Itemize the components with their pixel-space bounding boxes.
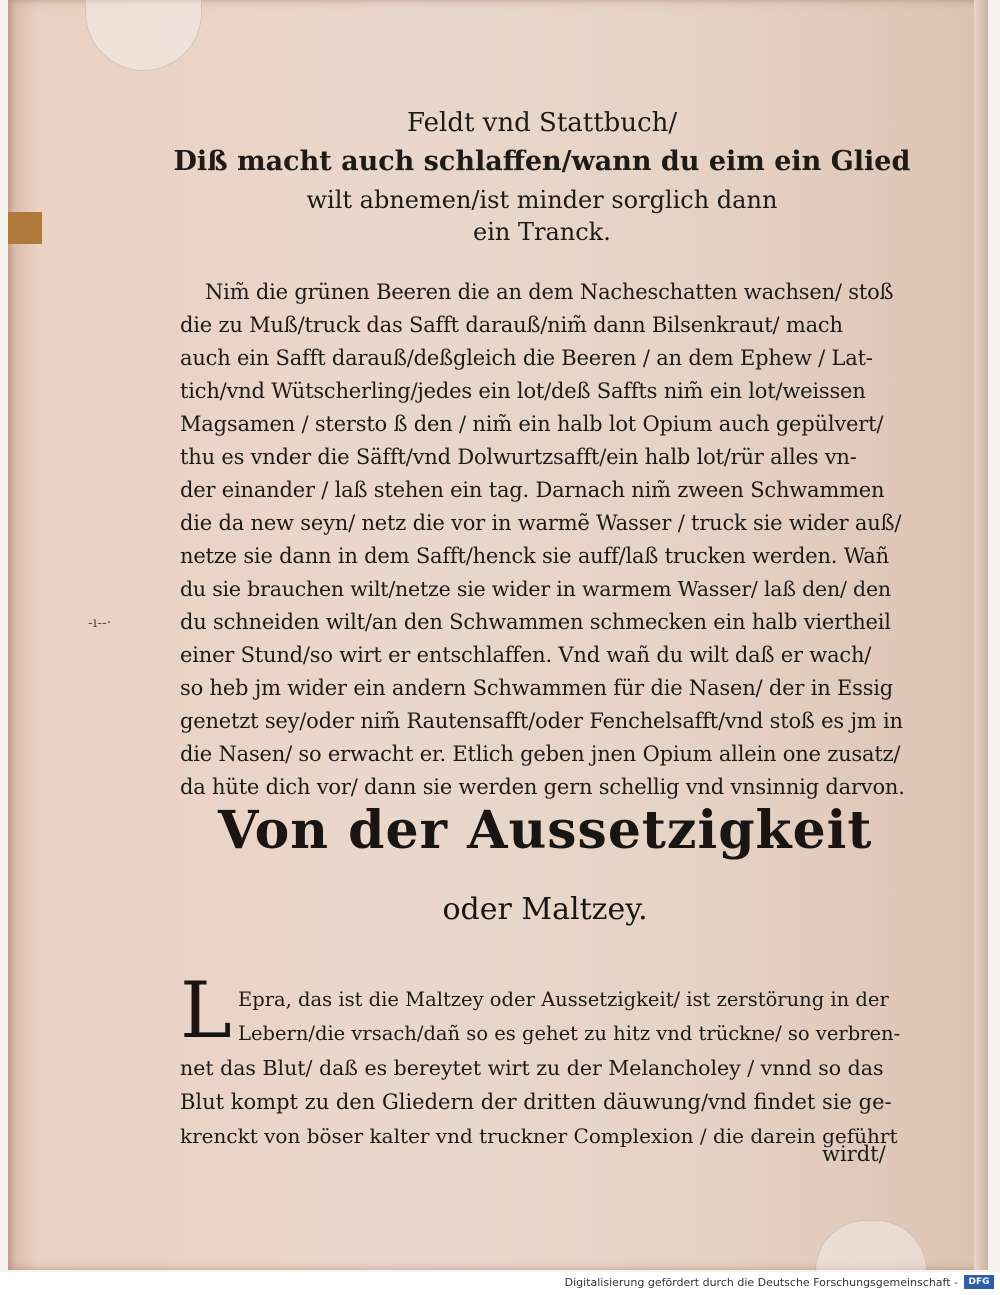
drop-cap: L [180,966,232,1056]
paragraph-line: die zu Muß/truck das Safft darauß/nim̃ dann Bilsenkraut/ mach [180,313,843,337]
section-subtitle: oder Maltzey. [442,892,648,927]
paragraph-line: so heb jm wider ein andern Schwammen für die Nasen/ der in Essig [180,676,894,700]
paragraph-line: Magsamen / stersto ß den / nim̃ ein halb lot Opium auch gepülvert/ [180,412,884,436]
dfg-logo[interactable]: DFG [964,1275,994,1289]
paragraph-line: die Nasen/ so erwacht er. Etlich geben jnen Opium allein one zusatz/ [180,742,901,766]
paragraph-line: Lebern/die vrsach/dañ so es gehet zu hitz vnd trückne/ so verbren- [238,1022,901,1045]
subheading-line-2: wilt abnemen/ist minder sorglich dann [306,186,778,214]
footer-credit: Digitalisierung gefördert durch die Deutsche Forschungsgemeinschaft - [564,1276,958,1289]
paragraph-line: krenckt von böser kalter vnd truckner Complexion / die darein geführt [180,1124,898,1148]
subheading-line-1: Diß macht auch schlaffen/wann du eim ein Glied [173,146,911,177]
paragraph-line: du sie brauchen wilt/netze sie wider in warmem Wasser/ laß den/ den [180,577,891,601]
paragraph-line: du schneiden wilt/an den Schwammen schmecken ein halb viertheil [180,610,891,634]
paragraph-line: tich/vnd Wütscherling/jedes ein lot/deß Saffts nim̃ ein lot/weissen [180,379,866,403]
margin-mark: -ı--· [88,615,112,631]
paragraph-line: Nim̃ die grünen Beeren die an dem Nacheschatten wachsen/ stoß [205,280,894,304]
paragraph-line: da hüte dich vor/ dann sie werden gern schellig vnd vnsinnig darvon. [180,775,905,799]
paragraph-line: Epra, das ist die Maltzey oder Aussetzigkeit/ ist zerstörung in der [238,988,889,1011]
tape-strip [8,212,42,244]
page-edge [974,0,988,1270]
paragraph-line: die da new seyn/ netz die vor in warmẽ Wasser / truck sie wider auß/ [180,511,902,535]
subheading-line-3: ein Tranck. [473,218,611,246]
paragraph-line: net das Blut/ daß es bereytet wirt zu der Melancholey / vnnd so das [180,1056,884,1080]
paragraph-line: genetzt sey/oder nim̃ Rautensafft/oder Fenchelsafft/vnd stoß es jm in [180,709,903,733]
paragraph-line: einer Stund/so wirt er entschlaffen. Vnd wañ du wilt daß er wach/ [180,643,872,667]
paragraph-line: auch ein Safft darauß/deßgleich die Beeren / an dem Ephew / Lat- [180,346,873,370]
paragraph-line: Blut kompt zu den Gliedern der dritten däuwung/vnd findet sie ge- [180,1090,892,1114]
paragraph-line: netze sie dann in dem Safft/henck sie auff/laß trucken werden. Wañ [180,544,889,568]
section-title: Von der Aussetzigkeit [218,800,873,861]
running-head: Feldt vnd Stattbuch/ [407,108,678,138]
catchword: wirdt/ [822,1142,886,1166]
paragraph-line: der einander / laß stehen ein tag. Darnach nim̃ zween Schwammen [180,478,885,502]
footer-bar [0,1272,1000,1295]
paragraph-line: thu es vnder die Säfft/vnd Dolwurtzsafft/ein halb lot/rür alles vn- [180,445,857,469]
